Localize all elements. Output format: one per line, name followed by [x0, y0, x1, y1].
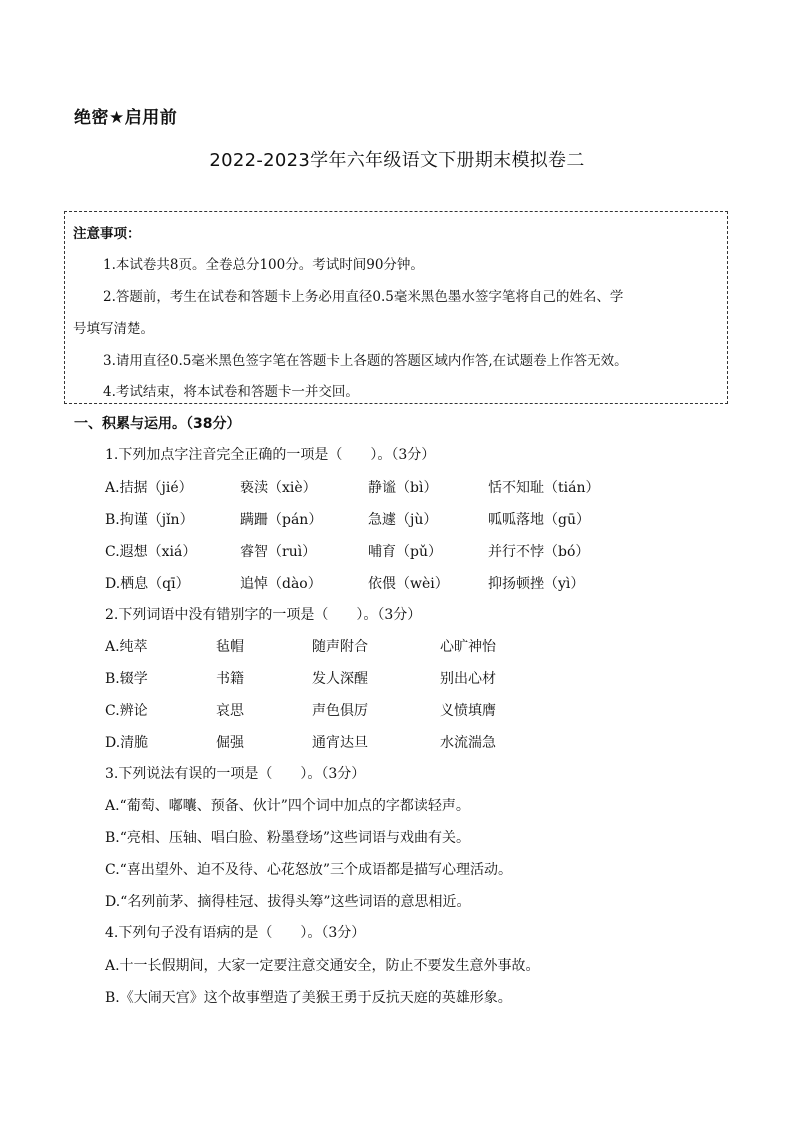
q1-option-d-word4: 抑扬顿挫（yì）: [488, 576, 585, 592]
q2-option-d-word2: 倔强: [216, 735, 244, 751]
q1-option-b-word1: B.拘谨（jǐn）: [105, 512, 194, 528]
q3-option-b: B.“亮相、压轴、唱白脸、粉墨登场”这些词语与戏曲有关。: [105, 830, 471, 846]
q3-option-d: D.“名列前茅、摘得桂冠、拔得头筹”这些词语的意思相近。: [105, 894, 471, 910]
q2-option-b-word3: 发人深醒: [312, 671, 368, 687]
q4-option-b: B.《大闹天宫》这个故事塑造了美猴王勇于反抗天庭的英雄形象。: [105, 990, 512, 1006]
q2-option-c-word4: 义愤填膺: [440, 703, 496, 719]
q2-option-a-word1: A.纯萃: [105, 639, 148, 655]
q2-option-d-word4: 水流湍急: [440, 735, 496, 751]
q4-option-a: A.十一长假期间，大家一定要注意交通安全，防止不要发生意外事故。: [105, 958, 540, 974]
question-1-stem: 1.下列加点字注音完全正确的一项是（ ）。（3分）: [105, 447, 436, 463]
q1-option-d-word3: 依偎（wèi）: [368, 576, 449, 592]
q1-option-a-word4: 恬不知耻（tián）: [488, 480, 600, 496]
q2-option-d-word1: D.清脆: [105, 735, 149, 751]
exam-title: 2022-2023学年六年级语文下册期末模拟卷二: [209, 150, 585, 171]
q1-option-c-word4: 并行不悖（bó）: [488, 544, 590, 560]
q3-option-a: A.“葡萄、嘟囔、预备、伙计”四个词中加点的字都读轻声。: [105, 798, 470, 814]
q1-option-b-word4: 呱呱落地（gū）: [488, 512, 590, 528]
q2-option-b-word1: B.辍学: [105, 671, 148, 687]
q2-option-b-word4: 别出心材: [440, 671, 496, 687]
q2-option-c-word2: 哀思: [216, 703, 244, 719]
q1-option-b-word3: 急遽（jù）: [368, 512, 438, 528]
q2-option-d-word3: 通宵达旦: [312, 735, 368, 751]
notice-item: 2.答题前，考生在试卷和答题卡上务必用直径0.5毫米黑色墨水签字笔将自己的姓名、学: [103, 289, 624, 305]
q2-option-a-word3: 随声附合: [312, 639, 368, 655]
question-3-stem: 3.下列说法有误的一项是（ ）。（3分）: [105, 766, 366, 782]
q2-option-a-word4: 心旷神怡: [440, 639, 496, 655]
q1-option-a-word3: 静谧（bì）: [368, 480, 438, 496]
q3-option-c: C.“喜出望外、迫不及待、心花怒放”三个成语都是描写心理活动。: [105, 862, 512, 878]
section-heading: 一、积累与运用。（38分）: [74, 416, 241, 432]
notice-box: [64, 211, 728, 404]
question-2-stem: 2.下列词语中没有错别字的一项是（ ）。（3分）: [105, 607, 422, 623]
q2-option-a-word2: 毡帽: [216, 639, 244, 655]
q1-option-d-word2: 追悼（dào）: [240, 576, 322, 592]
notice-item: 号填写清楚。: [73, 321, 154, 337]
question-4-stem: 4.下列句子没有语病的是（ ）。（3分）: [105, 925, 366, 941]
q1-option-a-word2: 亵渎（xiè）: [240, 480, 317, 496]
notice-item: 3.请用直径0.5毫米黑色签字笔在答题卡上各题的答题区域内作答,在试题卷上作答无效。: [103, 353, 628, 369]
q1-option-a-word1: A.拮据（jié）: [105, 480, 193, 496]
notice-heading: 注意事项：: [73, 226, 141, 242]
confidential-label: 绝密★启用前: [74, 108, 178, 128]
q1-option-c-word2: 睿智（ruì）: [240, 544, 317, 560]
notice-item: 4.考试结束，将本试卷和答题卡一并交回。: [103, 384, 359, 400]
q1-option-b-word2: 蹒跚（pán）: [240, 512, 323, 528]
q1-option-c-word3: 哺育（pǔ）: [368, 544, 442, 560]
q1-option-c-word1: C.遐想（xiá）: [105, 544, 197, 560]
q2-option-b-word2: 书籍: [216, 671, 244, 687]
q2-option-c-word3: 声色俱厉: [312, 703, 368, 719]
q2-option-c-word1: C.辨论: [105, 703, 148, 719]
q1-option-d-word1: D.栖息（qī）: [105, 576, 190, 592]
notice-item: 1.本试卷共8页。全卷总分100分。考试时间90分钟。: [103, 257, 424, 273]
